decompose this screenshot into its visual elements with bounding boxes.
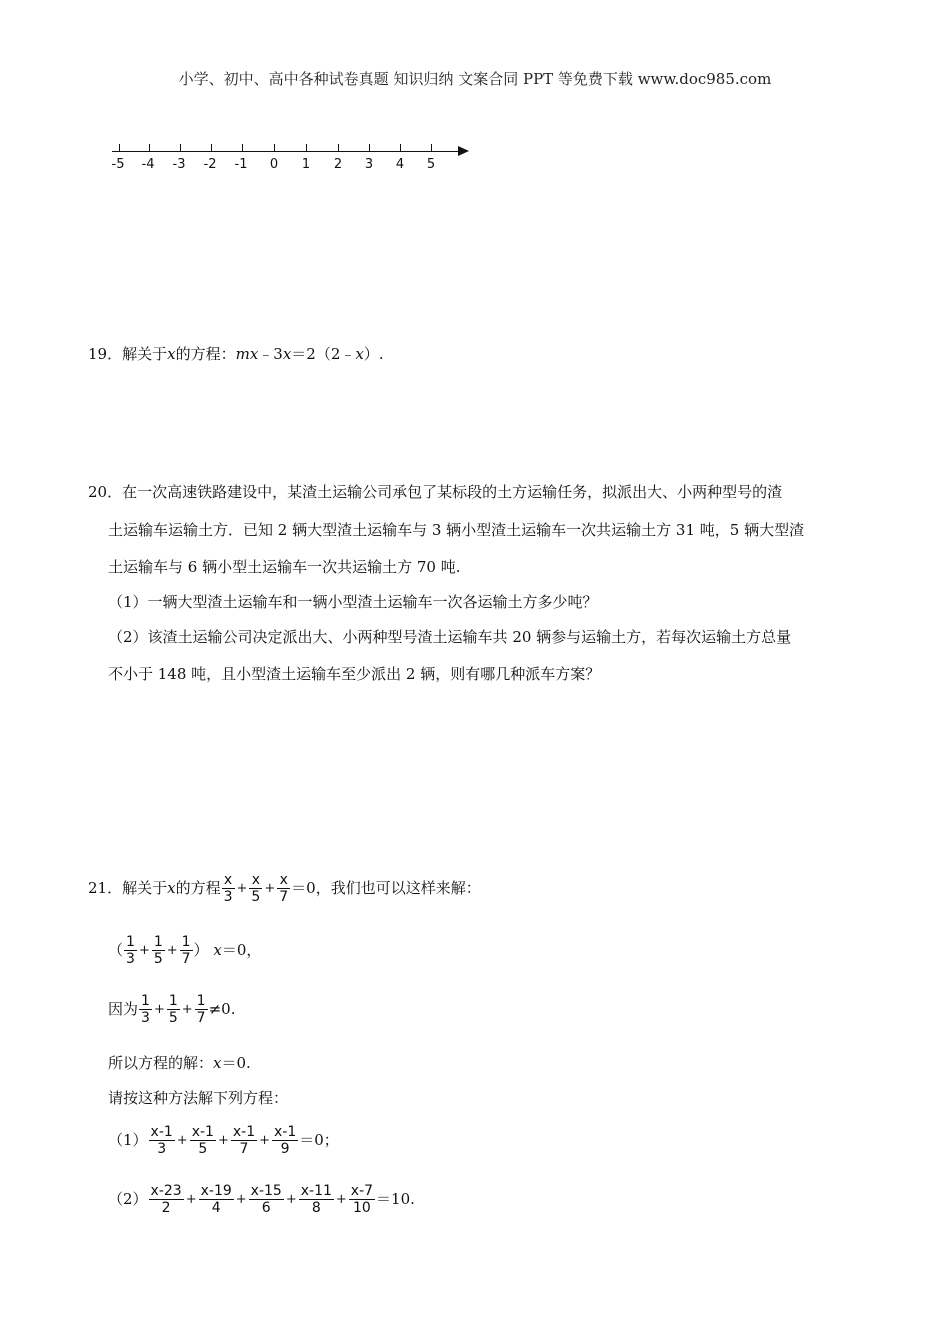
q19-text: ﹣3 (258, 345, 283, 363)
q21-text: 解关于 (122, 879, 168, 897)
q21-part-1: （1） $\frac{x-1}{3}$ + $\frac{x-1}{5}$ + $\frac{x-1}{7}$ + $\frac{x-1}{9}$ ＝0； (108, 1124, 339, 1157)
q19-var: mx (235, 345, 259, 363)
tick-label: 0 (269, 157, 279, 172)
tick (306, 144, 307, 152)
q21-intro: 21．解关于x的方程 $\frac{x}{3}$ + $\frac{x}{5}$ + $\frac{x}{7}$ ＝0，我们也可以这样来解： (88, 872, 481, 905)
tick-label: -2 (203, 157, 217, 172)
q21-text: 所以方程的解： (108, 1054, 214, 1072)
tick (211, 144, 212, 152)
q21-text: ＝0； (299, 1131, 339, 1149)
q20-part-2-line-2: 不小于 148 吨，且小型渣土运输车至少派出 2 辆，则有哪几种派车方案？ (108, 665, 601, 683)
q20-line-3: 土运输车与 6 辆小型土运输车一次共运输土方 70 吨. (108, 558, 461, 576)
tick (338, 144, 339, 152)
tick (180, 144, 181, 152)
fraction: $\frac{1}{7}$ (196, 993, 206, 1026)
paren-close: ） (193, 941, 209, 959)
q21-text: ＝10. (376, 1190, 415, 1208)
q19-text: ＝2（2﹣ (291, 345, 356, 363)
fraction: $\frac{x}{7}$ (279, 872, 289, 905)
q20-part-1: （1）一辆大型渣土运输车和一辆小型渣土运输车一次各运输土方多少吨？ (108, 593, 598, 611)
fraction: $\frac{x-7}{10}$ (350, 1183, 374, 1216)
tick (242, 144, 243, 152)
q21-part-2: （2） $\frac{x-23}{2}$ + $\frac{x-19}{4}$ + $\frac{x-15}{6}$ + $\frac{x-11}{8}$ + $\frac{x-7}{10}$ ＝10. (108, 1183, 415, 1216)
tick (274, 144, 275, 152)
tick-label: 2 (333, 157, 343, 172)
tick-label: -1 (234, 157, 248, 172)
q19-var: x (282, 345, 292, 363)
tick (369, 144, 370, 152)
tick-label: 3 (364, 157, 374, 172)
q21-var: x (167, 879, 176, 897)
fraction: $\frac{x-15}{6}$ (250, 1183, 282, 1216)
q21-step-because: 因为 $\frac{1}{3}$ + $\frac{1}{5}$ + $\frac{1}{7}$ ≠0. (108, 993, 236, 1026)
tick-label: -5 (111, 157, 125, 172)
tick (431, 144, 432, 152)
q19-number: 19． (88, 345, 123, 363)
fraction: $\frac{x-23}{2}$ (150, 1183, 182, 1216)
fraction: $\frac{x}{5}$ (251, 872, 261, 905)
number-line (0, 0, 950, 180)
q20-line-2: 土运输车运输土方．已知 2 辆大型渣土运输车与 3 辆小型渣土运输车一次共运输土方 31 吨，5 辆大型渣 (108, 521, 805, 539)
question-19 (88, 344, 384, 364)
q21-text: ＝0，我们也可以这样来解： (291, 879, 481, 897)
fraction: $\frac{1}{7}$ (181, 934, 191, 967)
tick-label: -4 (141, 157, 155, 172)
tick-label: 1 (301, 157, 311, 172)
q21-var: x (213, 941, 222, 959)
tick (119, 144, 120, 152)
q21-text: ≠0. (208, 1000, 236, 1018)
fraction: $\frac{x-1}{9}$ (274, 1124, 297, 1157)
q21-text: 的方程 (175, 879, 221, 897)
q19-var: x (355, 345, 364, 363)
q21-text: ＝0， (221, 941, 262, 959)
q19-text: 解关于 (122, 345, 168, 363)
q21-part-label: （1） (108, 1131, 148, 1149)
fraction: $\frac{x-19}{4}$ (200, 1183, 232, 1216)
number-line-arrow-icon (458, 146, 469, 156)
tick-label: 5 (426, 157, 436, 172)
q20-part-2-line-1: （2）该渣土运输公司决定派出大、小两种型号渣土运输车共 20 辆参与运输土方，若每次运输土方总量 (108, 628, 792, 646)
q21-step-factor: （ $\frac{1}{3}$ + $\frac{1}{5}$ + $\frac{1}{7}$ ） x＝0， (108, 934, 262, 967)
q19-text: ）. (363, 345, 384, 363)
fraction: $\frac{1}{5}$ (153, 934, 163, 967)
q21-text: 因为 (108, 1000, 139, 1018)
fraction: $\frac{1}{5}$ (168, 993, 178, 1026)
fraction: $\frac{x-1}{7}$ (232, 1124, 256, 1157)
q19-text: 的方程： (175, 345, 236, 363)
q21-part-label: （2） (108, 1190, 148, 1208)
fraction: $\frac{1}{3}$ (141, 993, 150, 1026)
fraction: $\frac{x-11}{8}$ (300, 1183, 332, 1216)
q21-number: 21． (88, 879, 123, 897)
q21-text: ＝0. (221, 1054, 251, 1072)
fraction: $\frac{x}{3}$ (223, 872, 233, 905)
tick-label: 4 (395, 157, 405, 172)
paren-open: （ (108, 941, 124, 959)
tick-label: -3 (172, 157, 186, 172)
tick (400, 144, 401, 152)
q19-var: x (167, 345, 176, 363)
page-header: 小学、初中、高中各种试卷真题 知识归纳 文案合同 PPT 等免费下载 www.doc985.com (178, 70, 772, 88)
tick (149, 144, 150, 152)
fraction: $\frac{x-1}{5}$ (191, 1124, 214, 1157)
q21-ask: 请按这种方法解下列方程： (108, 1089, 289, 1107)
q21-step-so (108, 1053, 251, 1073)
number-line-axis (112, 151, 458, 152)
fraction: $\frac{1}{3}$ (126, 934, 135, 967)
q20-line-1: 20．在一次高速铁路建设中，某渣土运输公司承包了某标段的土方运输任务，拟派出大、小两种型号的渣 (88, 483, 783, 501)
q21-var: x (213, 1054, 222, 1072)
fraction: $\frac{x-1}{3}$ (150, 1124, 173, 1157)
